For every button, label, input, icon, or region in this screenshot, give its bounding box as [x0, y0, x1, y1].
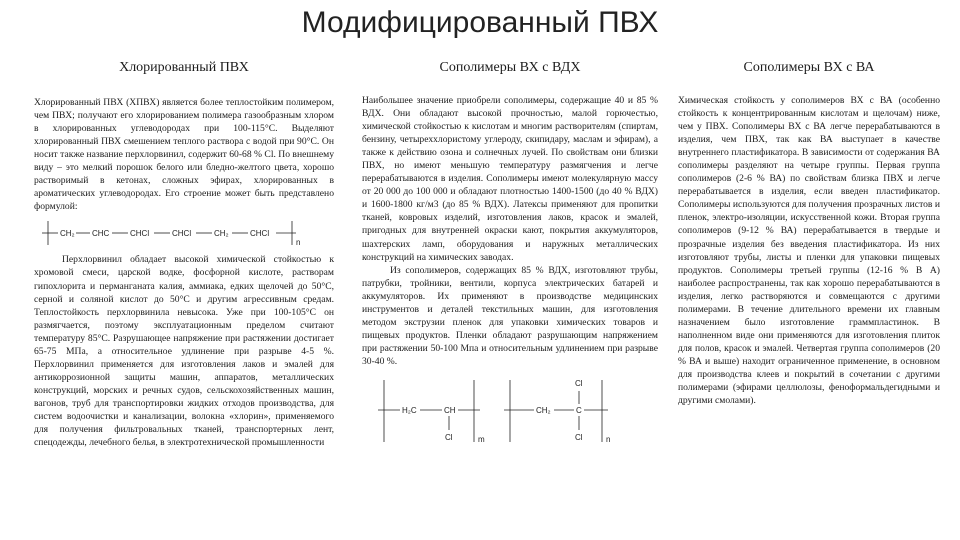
formula-atom: Cl [445, 432, 453, 442]
formula-atom: Cl [575, 432, 583, 442]
column-paragraph: Перхлорвинил обладает высокой химической стойкостью к хромовой смеси, царской водке, фосфорной кислоте, растворам гипохлорита и перманганата калия, аммиака, едких щелочей до 50°С, серной и соляной кислот до 50°С и другим агрессивным средам. Теплостойкость перхлорвинила невысока. Уже при 100-105°С он размягчается, поэтому эксплуатационным пределом считают температуру 85°С. Разрушающее напряжение при растяжении достигает 65-75 МПа, а относительное удлинение при разрыве 4-5 %. Перхлорвинил применяется для изготовления лаков и эмалей для антикоррозионной защиты машин, аппаратов, металлических конструкций, морских и речных судов, сельскохозяйственных машин, вагонов, труб для транспортировки жидких отходов производства, для систем водоочистки и канализации, волокна «хлорин», применяемого для получения фильтровальных тканей, транспортерных лент, спецодежды, лечебного белья, в электротехнической промышленности [34, 254, 334, 449]
column-heading: Хлорированный ПВХ [119, 60, 249, 75]
column-vc-vdc-copolymers [362, 60, 658, 450]
formula-atom: CHCl [130, 229, 150, 239]
formula-subscript: m [478, 434, 485, 444]
column-chlorinated-pvc [34, 60, 334, 449]
formula-atom: CHC [92, 229, 110, 239]
formula-subscript: n [606, 434, 611, 444]
formula-subscript: n [296, 238, 301, 248]
structural-formula [34, 219, 334, 249]
formula-atom: CH [444, 405, 456, 415]
formula-atom: Cl [575, 378, 583, 388]
formula-atom: CH₂ [536, 405, 551, 415]
column-paragraph: Химическая стойкость у сополимеров ВХ с ВА (особенно стойкость к концентрированным кислотам и щелочам) ниже, чем у ПВХ. Сополимеры ВХ с ВА легче перерабатываются в изделия, чем ПВХ, так как ВА выступает в качестве внутреннего пластификатора. В зависимости от содержания ВА сополимеры разделяют на четыре группы. Первая группа сополимеров (2-6 % ВА) по свойствам близка ПВХ и легче перерабатывается в изделия, если введен пластификатор. Сополимеры используются для получения прозрачных листов и пленок, электро-изоляции, искусственной кожи. Вторая группа сополимеров (9-12 % ВА) перерабатывается в твердые и прозрачные изделия без введения пластификатора. Из них изготовляют трубы, листы и пленки для упаковки пищевых продуктов. Сополимеры третьей группы (12-16 % В А) наиболее распространены, так как хорошо перерабатываются в изделия, легко растворяются и совмещаются с другими полимерами. В течение длительного времени их главным назначением было изготовление граммпластинок. В наполненном виде они применяются для изготовления плиток для полов, красок и эмалей. Четвертая группа сополимеров (20 % ВА и выше) находит ограниченное применение, в основном для производства клеев и покрытий в сочетании с другими полимерами (эфирами целлюлозы, феноформальдегидными и другими смолами). [678, 95, 940, 407]
column-heading: Сополимеры ВХ с ВА [743, 60, 875, 75]
formula-atom: C [576, 405, 582, 415]
column-paragraph: Наибольшее значение приобрели сополимеры, содержащие 40 и 85 % ВДХ. Они обладают высокой прочностью, малой горючестью, химической стойкостью к кислотам и многим растворителям (спиртам, бензину, четыреххлористому углероду, скипидару, маслам и эфирам), а также к действию озона и солнечных лучей. По свойствам они близки ПВХ, но имеют меньшую температуру размягчения и легче перерабатываются в изделия. Сополимеры имеют молекулярную массу от 20 000 до 100 000 и обладают плотностью 1400-1500 (до 40 % ВДХ) и 1600-1800 кг/м3 (до 85 % ВДХ). Латексы применяют для пропитки тканей, ковровых изделий, изготовления лаков, красок и эмалей, пригодных для внутренней окраски кают, покрытия аккумуляторов, шахтерских ламп, оборудования и наружных металлических конструкций на химических заводах. [362, 95, 658, 263]
slide-title: Модифицированный ПВХ [301, 6, 659, 39]
formula-atom: H₂C [402, 405, 417, 415]
column-heading: Сополимеры ВХ с ВДХ [439, 60, 581, 75]
formula-atom: CH₂ [60, 229, 75, 239]
structural-formula [362, 374, 658, 446]
formula-atom: CHCl [250, 229, 270, 239]
column-paragraph: Из сополимеров, содержащих 85 % ВДХ, изготовляют трубы, патрубки, тройники, вентили, корпуса электрических батарей и аккумуляторов. Их применяют в производстве медицинских инструментов и деталей текстильных машин, для изготовления методом экструзии пленок для упаковки химических товаров и пищевых продуктов. Пленки обладают разрушающим напряжением при растяжении 50-100 Мпа и относительным удлинением при разрыве 30-40 %. [362, 264, 658, 367]
formula-atom: CH₂ [214, 229, 229, 239]
column-vc-va-copolymers [678, 60, 940, 407]
formula-atom: CHCl [172, 229, 192, 239]
column-paragraph: Хлорированный ПВХ (ХПВХ) является более теплостойким полимером, чем ПВХ; получают его хлорированием полимера газообразным хлором в хлорированных углеводородах при 100-115°С. Выделяют хлорированный ПВХ смешением теплого раствора с водой при 90°С. Он носит также название перхлорвинил, содержит 60-68 % Cl. По внешнему виду – это мелкий порошок белого или бледно-желтого цвета, хорошо растворимый в кетонах, сложных эфирах, хлорированных в ароматических углеводородах. Его строение может быть представлено формулой: [34, 97, 334, 213]
